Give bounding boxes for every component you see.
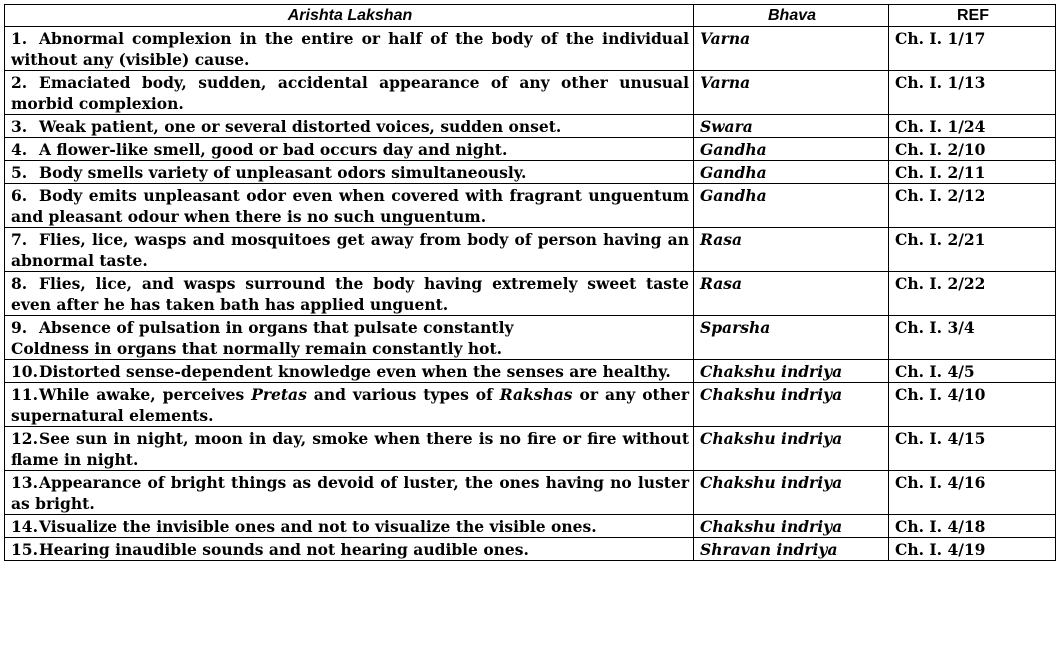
lakshan-text: Visualize the invisible ones and not to visualize the visible ones. <box>39 517 597 536</box>
bhava-cell: Rasa <box>694 272 889 316</box>
ref-cell: Ch. I. 1/13 <box>889 71 1056 115</box>
table-row <box>5 471 1056 515</box>
ref-cell: Ch. I. 4/5 <box>889 360 1056 383</box>
bhava-cell: Chakshu indriya <box>694 360 889 383</box>
ref-cell: Ch. I. 3/4 <box>889 316 1056 360</box>
row-number: 2. <box>11 73 28 92</box>
lakshan-text: Emaciated body, sudden, accidental appearance of any other unusual morbid complexion. <box>11 73 689 113</box>
lakshan-text: Absence of pulsation in organs that pulsate constantly <box>39 318 514 337</box>
bhava-cell: Sparsha <box>694 316 889 360</box>
ref-cell: Ch. I. 2/21 <box>889 228 1056 272</box>
bhava-cell: Varna <box>694 71 889 115</box>
header-row <box>5 5 1056 27</box>
lakshan-cell <box>5 115 694 138</box>
bhava-cell: Chakshu indriya <box>694 427 889 471</box>
row-number: 15. <box>11 540 38 559</box>
lakshan-text: Body emits unpleasant odor even when covered with fragrant unguentum and pleasant odour when there is no such unguentum. <box>11 186 689 226</box>
lakshan-text: Weak patient, one or several distorted voices, sudden onset. <box>39 117 562 136</box>
bhava-cell: Chakshu indriya <box>694 515 889 538</box>
row-number: 1. <box>11 29 28 48</box>
table-row <box>5 161 1056 184</box>
lakshan-cell <box>5 427 694 471</box>
bhava-cell: Chakshu indriya <box>694 471 889 515</box>
bhava-cell: Gandha <box>694 138 889 161</box>
lakshan-cell <box>5 360 694 383</box>
lakshan-text: Appearance of bright things as devoid of luster, the ones having no luster as bright. <box>11 473 689 513</box>
row-number: 3. <box>11 117 28 136</box>
header-arishta-lakshan: Arishta Lakshan <box>5 5 694 27</box>
ref-cell: Ch. I. 2/12 <box>889 184 1056 228</box>
lakshan-cell <box>5 272 694 316</box>
lakshan-text: Abnormal complexion in the entire or half of the body of the individual without any (visible) cause. <box>11 29 689 69</box>
bhava-cell: Chakshu indriya <box>694 383 889 427</box>
table-row <box>5 184 1056 228</box>
row-number: 6. <box>11 186 28 205</box>
lakshan-cell <box>5 471 694 515</box>
lakshan-text-part: While awake, perceives <box>39 385 252 404</box>
ref-cell: Ch. I. 4/18 <box>889 515 1056 538</box>
lakshan-cell <box>5 138 694 161</box>
lakshan-text: Body smells variety of unpleasant odors simultaneously. <box>39 163 527 182</box>
table-row <box>5 138 1056 161</box>
lakshan-cell <box>5 184 694 228</box>
table-row <box>5 71 1056 115</box>
lakshan-cell <box>5 538 694 561</box>
ref-cell: Ch. I. 2/22 <box>889 272 1056 316</box>
lakshan-text-second-line: Coldness in organs that normally remain constantly hot. <box>11 339 503 358</box>
lakshan-cell <box>5 228 694 272</box>
lakshan-text: See sun in night, moon in day, smoke when there is no fire or fire without flame in night. <box>11 429 689 469</box>
row-number: 4. <box>11 140 28 159</box>
row-number: 8. <box>11 274 28 293</box>
ref-cell: Ch. I. 4/19 <box>889 538 1056 561</box>
table-row <box>5 427 1056 471</box>
header-ref: REF <box>889 5 1056 27</box>
row-number: 9. <box>11 318 28 337</box>
bhava-cell: Swara <box>694 115 889 138</box>
row-number: 14. <box>11 517 38 536</box>
row-number: 5. <box>11 163 28 182</box>
table-row <box>5 538 1056 561</box>
bhava-cell: Gandha <box>694 184 889 228</box>
bhava-cell: Gandha <box>694 161 889 184</box>
lakshan-cell <box>5 316 694 360</box>
bhava-cell: Varna <box>694 27 889 71</box>
table-row <box>5 115 1056 138</box>
lakshan-cell <box>5 71 694 115</box>
lakshan-text-part: or any other supernatural elements. <box>11 385 689 425</box>
table-row <box>5 515 1056 538</box>
ref-cell: Ch. I. 2/11 <box>889 161 1056 184</box>
ref-cell: Ch. I. 2/10 <box>889 138 1056 161</box>
ref-cell: Ch. I. 4/15 <box>889 427 1056 471</box>
table-row <box>5 360 1056 383</box>
bhava-cell: Rasa <box>694 228 889 272</box>
table-row <box>5 228 1056 272</box>
lakshan-cell <box>5 161 694 184</box>
row-number: 12. <box>11 429 38 448</box>
lakshan-text: A flower-like smell, good or bad occurs day and night. <box>39 140 508 159</box>
row-number: 13. <box>11 473 38 492</box>
lakshan-cell <box>5 515 694 538</box>
bhava-cell: Shravan indriya <box>694 538 889 561</box>
lakshan-text: Flies, lice, and wasps surround the body having extremely sweet taste even after he has taken bath has applied unguent. <box>11 274 689 314</box>
lakshan-text-italic-pretas: Pretas <box>251 385 307 404</box>
table-row <box>5 383 1056 427</box>
table-row <box>5 316 1056 360</box>
lakshan-cell <box>5 27 694 71</box>
table-row <box>5 272 1056 316</box>
row-number: 11. <box>11 385 38 404</box>
row-number: 10. <box>11 362 38 381</box>
table-row <box>5 27 1056 71</box>
ref-cell: Ch. I. 4/10 <box>889 383 1056 427</box>
ref-cell: Ch. I. 1/24 <box>889 115 1056 138</box>
lakshan-text: Distorted sense-dependent knowledge even when the senses are healthy. <box>39 362 671 381</box>
lakshan-cell <box>5 383 694 427</box>
lakshan-text-part: and various types of <box>306 385 500 404</box>
lakshan-text: Hearing inaudible sounds and not hearing audible ones. <box>39 540 529 559</box>
ref-cell: Ch. I. 1/17 <box>889 27 1056 71</box>
arishta-lakshan-table <box>4 4 1056 561</box>
lakshan-text: Flies, lice, wasps and mosquitoes get away from body of person having an abnormal taste. <box>11 230 689 270</box>
ref-cell: Ch. I. 4/16 <box>889 471 1056 515</box>
row-number: 7. <box>11 230 28 249</box>
lakshan-text-italic-rakshas: Rakshas <box>499 385 573 404</box>
header-bhava: Bhava <box>694 5 889 27</box>
